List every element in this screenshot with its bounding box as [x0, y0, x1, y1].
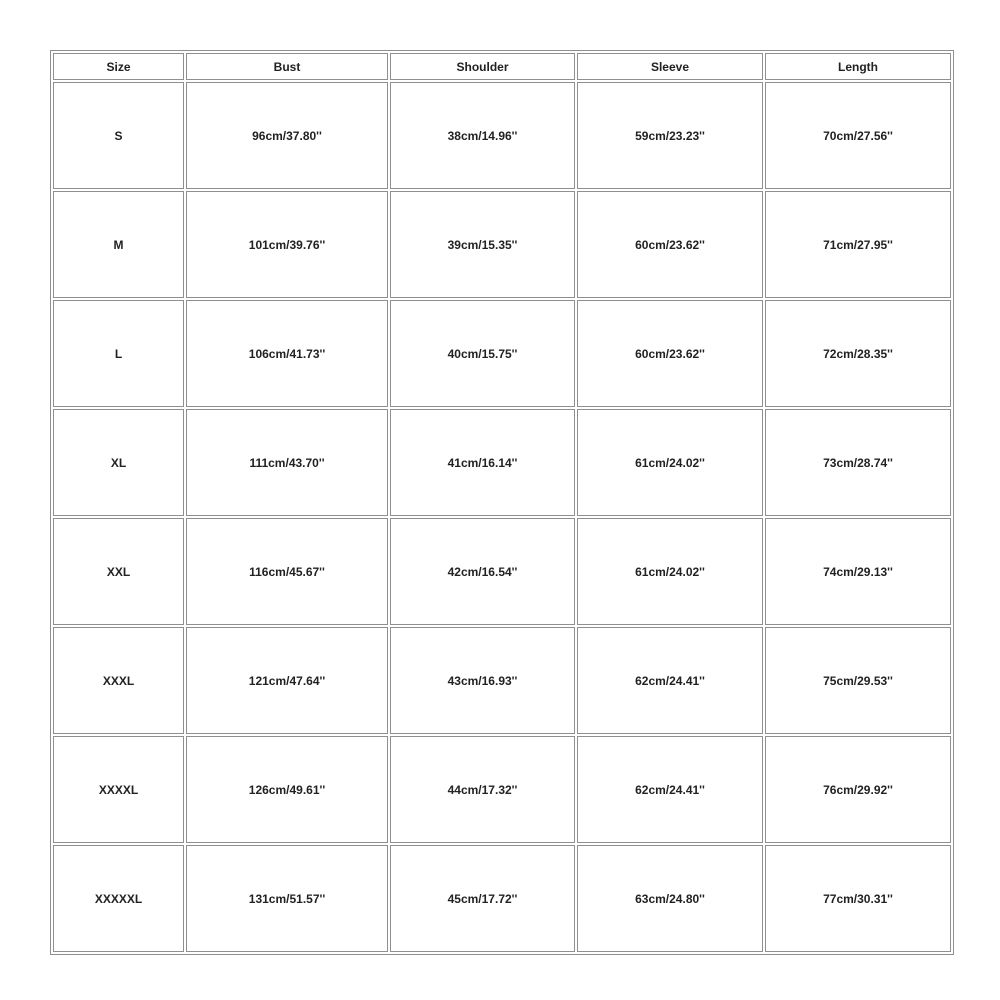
- cell-bust: 116cm/45.67'': [186, 518, 388, 625]
- cell-sleeve: 63cm/24.80'': [577, 845, 763, 952]
- cell-bust: 96cm/37.80'': [186, 82, 388, 189]
- cell-bust: 106cm/41.73'': [186, 300, 388, 407]
- cell-size: L: [53, 300, 184, 407]
- cell-sleeve: 61cm/24.02'': [577, 518, 763, 625]
- cell-shoulder: 43cm/16.93'': [390, 627, 575, 734]
- cell-bust: 101cm/39.76'': [186, 191, 388, 298]
- cell-length: 73cm/28.74'': [765, 409, 951, 516]
- cell-size: XL: [53, 409, 184, 516]
- cell-shoulder: 44cm/17.32'': [390, 736, 575, 843]
- header-bust: Bust: [186, 53, 388, 80]
- cell-sleeve: 61cm/24.02'': [577, 409, 763, 516]
- table-row: [53, 736, 951, 843]
- table-row: [53, 627, 951, 734]
- cell-length: 71cm/27.95'': [765, 191, 951, 298]
- cell-bust: 111cm/43.70'': [186, 409, 388, 516]
- cell-shoulder: 42cm/16.54'': [390, 518, 575, 625]
- table-row: [53, 191, 951, 298]
- cell-size: M: [53, 191, 184, 298]
- cell-bust: 121cm/47.64'': [186, 627, 388, 734]
- cell-size: XXXXL: [53, 736, 184, 843]
- cell-bust: 131cm/51.57'': [186, 845, 388, 952]
- cell-length: 72cm/28.35'': [765, 300, 951, 407]
- cell-length: 76cm/29.92'': [765, 736, 951, 843]
- cell-sleeve: 62cm/24.41'': [577, 736, 763, 843]
- table-row: [53, 845, 951, 952]
- cell-shoulder: 39cm/15.35'': [390, 191, 575, 298]
- table-row: [53, 82, 951, 189]
- cell-size: XXXL: [53, 627, 184, 734]
- header-shoulder: Shoulder: [390, 53, 575, 80]
- cell-shoulder: 38cm/14.96'': [390, 82, 575, 189]
- table-row: [53, 300, 951, 407]
- cell-sleeve: 59cm/23.23'': [577, 82, 763, 189]
- table-row: [53, 409, 951, 516]
- header-size: Size: [53, 53, 184, 80]
- cell-length: 75cm/29.53'': [765, 627, 951, 734]
- header-length: Length: [765, 53, 951, 80]
- cell-sleeve: 60cm/23.62'': [577, 191, 763, 298]
- cell-shoulder: 40cm/15.75'': [390, 300, 575, 407]
- cell-size: XXL: [53, 518, 184, 625]
- table-header-row: [53, 53, 951, 80]
- cell-size: XXXXXL: [53, 845, 184, 952]
- header-sleeve: Sleeve: [577, 53, 763, 80]
- cell-size: S: [53, 82, 184, 189]
- cell-length: 77cm/30.31'': [765, 845, 951, 952]
- size-chart-table: [50, 50, 954, 955]
- cell-length: 74cm/29.13'': [765, 518, 951, 625]
- cell-bust: 126cm/49.61'': [186, 736, 388, 843]
- cell-shoulder: 45cm/17.72'': [390, 845, 575, 952]
- cell-sleeve: 62cm/24.41'': [577, 627, 763, 734]
- cell-sleeve: 60cm/23.62'': [577, 300, 763, 407]
- cell-shoulder: 41cm/16.14'': [390, 409, 575, 516]
- table-row: [53, 518, 951, 625]
- cell-length: 70cm/27.56'': [765, 82, 951, 189]
